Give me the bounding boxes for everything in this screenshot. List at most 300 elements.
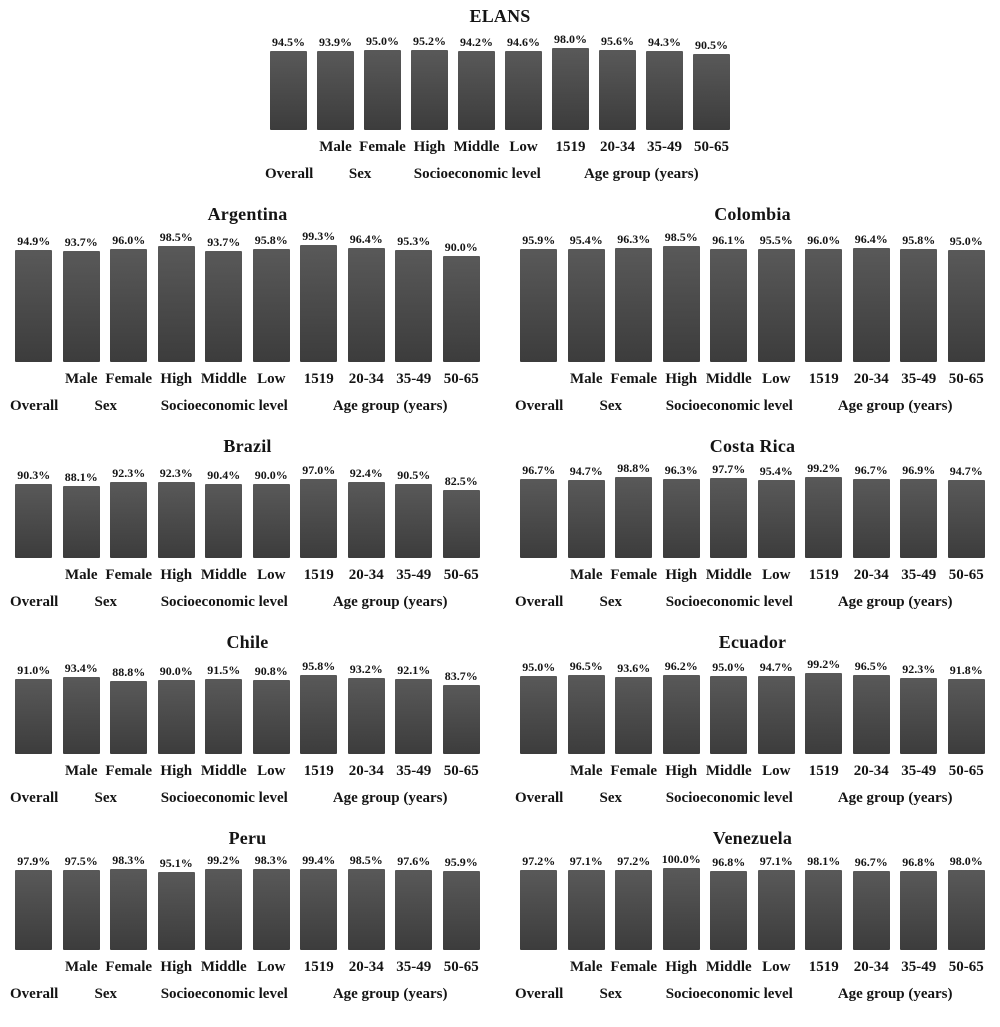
axis-tick-label-20-34: 20-34 bbox=[853, 959, 889, 975]
axis-tick-blank bbox=[515, 763, 563, 780]
chart-panel-ecuador bbox=[515, 632, 990, 807]
axis-group-label-socioeconomic-level: Socioeconomic level bbox=[160, 790, 288, 806]
axis-tick-blank bbox=[10, 567, 58, 584]
bar-value-label: 83.7% bbox=[444, 669, 478, 684]
bar-column-female bbox=[105, 665, 153, 754]
axis-group-label-sex: Sex bbox=[94, 594, 117, 610]
bar-female bbox=[615, 677, 652, 754]
bar-overall bbox=[520, 870, 557, 950]
bar-column-low bbox=[500, 35, 547, 131]
bar-value-label: 88.8% bbox=[112, 665, 146, 680]
bar-male bbox=[317, 51, 354, 130]
bar-value-label: 95.8% bbox=[902, 233, 936, 247]
axis-tick-row bbox=[10, 763, 485, 780]
bar-value-label: 97.1% bbox=[759, 854, 793, 869]
bar-column-male bbox=[58, 661, 106, 754]
bar-50-65 bbox=[443, 490, 480, 558]
bar-column-20-34 bbox=[343, 232, 391, 362]
axis-tick-label-low: Low bbox=[762, 959, 791, 975]
bar-value-label: 91.0% bbox=[17, 663, 51, 678]
bar-value-label: 95.1% bbox=[159, 856, 193, 870]
bar-35-49 bbox=[395, 484, 432, 558]
bar-value-label: 97.0% bbox=[302, 462, 336, 477]
bar-50-65 bbox=[948, 679, 985, 754]
chart-panel-chile bbox=[10, 632, 485, 807]
bar-value-label: 97.7% bbox=[712, 461, 746, 476]
bar-high bbox=[663, 479, 700, 558]
bar-column-20-34 bbox=[848, 232, 896, 362]
bar-column-35-49 bbox=[390, 468, 438, 558]
bar-value-label: 99.4% bbox=[302, 852, 336, 867]
bar-value-label: 92.3% bbox=[159, 466, 193, 481]
bars-area bbox=[515, 654, 990, 754]
row-elans bbox=[0, 6, 1000, 183]
bar-male bbox=[63, 677, 100, 754]
bar-column-overall bbox=[515, 233, 563, 362]
axis-tick-label-50-65: 50-65 bbox=[443, 959, 479, 975]
bar-20-34 bbox=[599, 50, 636, 130]
bar-middle bbox=[205, 251, 242, 362]
bar-male bbox=[568, 870, 605, 950]
axis-group-row bbox=[265, 166, 735, 183]
bar-column-20-34 bbox=[343, 853, 391, 950]
bar-column-female bbox=[359, 34, 406, 130]
chart-panel-colombia bbox=[515, 204, 990, 415]
axis-tick-label-female: Female bbox=[105, 959, 153, 975]
axis-group-label-socioeconomic-level: Socioeconomic level bbox=[160, 398, 288, 414]
bar-column-female bbox=[610, 461, 658, 558]
bar-column-overall bbox=[10, 468, 58, 558]
bar-column-low bbox=[753, 854, 801, 950]
bar-column-1519 bbox=[800, 233, 848, 362]
bar-high bbox=[158, 872, 195, 950]
axis-tick-label-high: High bbox=[665, 959, 698, 975]
axis-group-label-sex: Sex bbox=[599, 986, 622, 1002]
bar-column-high bbox=[153, 230, 201, 362]
chart-title: Argentina bbox=[207, 204, 288, 224]
bar-value-label: 97.2% bbox=[522, 854, 556, 869]
bar-value-label: 96.5% bbox=[854, 658, 888, 673]
bar-value-label: 97.2% bbox=[617, 854, 651, 869]
bar-1519 bbox=[805, 673, 842, 754]
bar-male bbox=[568, 675, 605, 754]
bar-column-35-49 bbox=[895, 463, 943, 559]
bar-value-label: 93.7% bbox=[207, 235, 241, 250]
axis-group-label-age-group-years: Age group (years) bbox=[332, 398, 448, 414]
chart-panel-peru bbox=[10, 828, 485, 1003]
chart-title: Costa Rica bbox=[709, 436, 796, 456]
bar-low bbox=[253, 869, 290, 950]
axis-tick-label-high: High bbox=[665, 567, 698, 583]
bar-female bbox=[110, 869, 147, 950]
axis-tick-row bbox=[10, 959, 485, 976]
axis-tick-label-50-65: 50-65 bbox=[948, 763, 984, 779]
axis-tick-label-female: Female bbox=[610, 371, 658, 387]
bar-column-50-65 bbox=[438, 474, 486, 558]
chart-panel-brazil bbox=[10, 436, 485, 611]
bar-value-label: 90.0% bbox=[159, 664, 193, 679]
bar-column-1519 bbox=[800, 461, 848, 558]
bar-value-label: 96.4% bbox=[854, 232, 888, 247]
axis-group-row bbox=[10, 790, 485, 807]
bar-value-label: 95.6% bbox=[601, 33, 634, 48]
bar-column-overall bbox=[10, 854, 58, 950]
bar-35-49 bbox=[900, 678, 937, 754]
bar-50-65 bbox=[443, 685, 480, 754]
bar-middle bbox=[710, 871, 747, 950]
bar-column-overall bbox=[515, 463, 563, 558]
bar-female bbox=[615, 870, 652, 950]
bar-value-label: 96.3% bbox=[664, 463, 698, 477]
axis-group-label-sex: Sex bbox=[94, 398, 117, 414]
bar-value-label: 98.5% bbox=[664, 229, 698, 244]
axis-tick-label-low: Low bbox=[257, 959, 286, 975]
bar-50-65 bbox=[693, 54, 730, 130]
bar-value-label: 90.5% bbox=[695, 38, 728, 52]
bar-value-label: 98.5% bbox=[159, 229, 193, 244]
axis-tick-label-male: Male bbox=[65, 959, 98, 975]
bar-value-label: 93.7% bbox=[64, 235, 98, 250]
bar-value-label: 94.9% bbox=[17, 234, 51, 248]
bar-column-low bbox=[248, 664, 296, 755]
axis-group-label-overall: Overall bbox=[515, 790, 564, 806]
bar-low bbox=[253, 249, 290, 362]
axis-tick-label-35-49: 35-49 bbox=[396, 763, 432, 779]
bar-50-65 bbox=[443, 871, 480, 950]
axis-group-label-sex: Sex bbox=[599, 594, 622, 610]
bar-20-34 bbox=[348, 678, 385, 754]
axis-group-label-sex: Sex bbox=[94, 790, 117, 806]
bar-35-49 bbox=[646, 51, 683, 130]
row-brazil-costa-rica bbox=[0, 436, 1000, 611]
bar-value-label: 95.8% bbox=[302, 659, 336, 674]
bar-value-label: 95.5% bbox=[759, 233, 793, 248]
axis-tick-label-20-34: 20-34 bbox=[853, 567, 889, 583]
bar-column-low bbox=[248, 853, 296, 950]
bar-value-label: 82.5% bbox=[444, 474, 478, 489]
bar-column-overall bbox=[265, 35, 312, 130]
chart-title: Chile bbox=[226, 632, 269, 652]
bar-1519 bbox=[805, 477, 842, 558]
row-chile-ecuador bbox=[0, 632, 1000, 807]
bar-overall bbox=[15, 870, 52, 950]
axis-tick-label-male: Male bbox=[570, 371, 603, 387]
axis-group-row bbox=[10, 398, 485, 415]
bar-35-49 bbox=[900, 871, 937, 950]
bar-column-overall bbox=[515, 854, 563, 950]
bars-area bbox=[10, 654, 485, 754]
axis-group-label-age-group-years: Age group (years) bbox=[837, 986, 953, 1002]
axis-tick-blank bbox=[10, 959, 58, 976]
axis-group-label-sex: Sex bbox=[599, 398, 622, 414]
bar-value-label: 97.5% bbox=[64, 854, 98, 868]
bar-overall bbox=[520, 249, 557, 362]
axis-tick-row bbox=[515, 763, 990, 780]
axis-group-label-overall: Overall bbox=[10, 986, 59, 1002]
bar-value-label: 99.2% bbox=[807, 460, 841, 475]
bar-column-overall bbox=[10, 663, 58, 754]
axis-group-row bbox=[515, 790, 990, 807]
bar-value-label: 88.1% bbox=[64, 469, 98, 484]
bar-low bbox=[253, 484, 290, 558]
axis-tick-label-low: Low bbox=[257, 567, 286, 583]
bar-value-label: 98.3% bbox=[254, 853, 288, 868]
axis-tick-label-50-65: 50-65 bbox=[948, 959, 984, 975]
bar-20-34 bbox=[853, 479, 890, 558]
chart-panel-venezuela bbox=[515, 828, 990, 1003]
axis-tick-label-20-34: 20-34 bbox=[600, 139, 635, 155]
bar-value-label: 96.0% bbox=[807, 232, 841, 247]
bar-overall bbox=[15, 250, 52, 362]
bars-area bbox=[10, 458, 485, 558]
bar-value-label: 96.3% bbox=[617, 232, 651, 247]
bar-20-34 bbox=[853, 675, 890, 754]
bar-value-label: 94.7% bbox=[949, 464, 983, 479]
bar-column-female bbox=[610, 232, 658, 362]
axis-tick-label-high: High bbox=[413, 139, 446, 155]
axis-tick-label-male: Male bbox=[319, 139, 352, 155]
bar-column-male bbox=[312, 35, 359, 130]
axis-tick-label-20-34: 20-34 bbox=[348, 959, 384, 975]
bar-20-34 bbox=[348, 869, 385, 950]
bar-value-label: 96.7% bbox=[854, 854, 888, 869]
axis-tick-label-1519: 1519 bbox=[303, 371, 334, 387]
bar-column-low bbox=[248, 233, 296, 362]
axis-tick-label-low: Low bbox=[762, 567, 791, 583]
axis-tick-blank bbox=[515, 371, 563, 388]
axis-group-label-sex: Sex bbox=[94, 986, 117, 1002]
axis-tick-label-low: Low bbox=[257, 763, 286, 779]
bar-value-label: 96.0% bbox=[112, 232, 146, 247]
bar-middle bbox=[710, 478, 747, 558]
bar-middle bbox=[205, 679, 242, 754]
bar-column-35-49 bbox=[641, 35, 688, 130]
bar-value-label: 90.5% bbox=[397, 467, 431, 482]
axis-tick-label-1519: 1519 bbox=[808, 371, 839, 387]
row-peru-venezuela bbox=[0, 828, 1000, 1003]
bar-overall bbox=[15, 484, 52, 558]
axis-tick-label-high: High bbox=[665, 371, 698, 387]
bar-male bbox=[63, 251, 100, 362]
axis-tick-row bbox=[515, 959, 990, 976]
axis-tick-label-35-49: 35-49 bbox=[901, 567, 937, 583]
axis-tick-label-50-65: 50-65 bbox=[443, 567, 479, 583]
bar-value-label: 95.0% bbox=[712, 660, 746, 675]
bar-column-male bbox=[58, 235, 106, 362]
axis-tick-label-high: High bbox=[160, 959, 193, 975]
bar-1519 bbox=[300, 675, 337, 754]
bar-column-35-49 bbox=[895, 662, 943, 754]
axis-tick-label-male: Male bbox=[65, 763, 98, 779]
bar-column-20-34 bbox=[343, 662, 391, 754]
axis-tick-label-50-65: 50-65 bbox=[694, 139, 729, 155]
bar-value-label: 95.9% bbox=[444, 855, 478, 870]
axis-tick-label-35-49: 35-49 bbox=[901, 959, 937, 975]
axis-tick-label-35-49: 35-49 bbox=[901, 763, 937, 779]
axis-tick-label-middle: Middle bbox=[453, 139, 500, 155]
axis-tick-label-middle: Middle bbox=[200, 567, 247, 583]
bar-value-label: 94.2% bbox=[460, 34, 493, 49]
bar-low bbox=[758, 249, 795, 362]
chart-panel-argentina bbox=[10, 204, 485, 415]
bar-value-label: 100.0% bbox=[661, 852, 701, 866]
bar-female bbox=[110, 482, 147, 558]
axis-group-row bbox=[10, 594, 485, 611]
bar-column-50-65 bbox=[688, 38, 735, 130]
axis-group-label-age-group-years: Age group (years) bbox=[332, 594, 448, 610]
bar-column-high bbox=[658, 463, 706, 558]
bar-value-label: 94.5% bbox=[272, 34, 305, 49]
bar-column-50-65 bbox=[943, 854, 991, 950]
bar-value-label: 98.1% bbox=[807, 853, 841, 868]
bar-column-high bbox=[153, 466, 201, 558]
bar-column-overall bbox=[10, 234, 58, 362]
bar-value-label: 98.0% bbox=[554, 31, 587, 46]
axis-group-label-age-group-years: Age group (years) bbox=[583, 166, 699, 182]
bar-1519 bbox=[300, 869, 337, 951]
bar-low bbox=[253, 680, 290, 755]
bar-high bbox=[663, 675, 700, 754]
axis-tick-label-1519: 1519 bbox=[808, 567, 839, 583]
bar-35-49 bbox=[900, 479, 937, 559]
axis-tick-label-1519: 1519 bbox=[808, 763, 839, 779]
axis-group-label-age-group-years: Age group (years) bbox=[837, 594, 953, 610]
axis-tick-label-1519: 1519 bbox=[303, 763, 334, 779]
bar-value-label: 94.7% bbox=[569, 464, 603, 479]
bar-value-label: 96.2% bbox=[664, 659, 698, 674]
axis-group-label-overall: Overall bbox=[10, 594, 59, 610]
chart-title: Colombia bbox=[714, 204, 791, 224]
bar-column-male bbox=[58, 854, 106, 950]
bar-1519 bbox=[300, 479, 337, 559]
axis-group-label-overall: Overall bbox=[515, 986, 564, 1002]
axis-tick-label-female: Female bbox=[610, 763, 658, 779]
bar-column-female bbox=[105, 466, 153, 558]
bar-35-49 bbox=[395, 679, 432, 755]
bar-value-label: 98.0% bbox=[949, 853, 983, 868]
bar-female bbox=[110, 249, 147, 362]
bar-female bbox=[110, 681, 147, 754]
bar-value-label: 96.4% bbox=[349, 232, 383, 247]
bar-value-label: 97.1% bbox=[569, 854, 603, 869]
bar-value-label: 94.6% bbox=[507, 34, 540, 49]
bar-column-middle bbox=[453, 35, 500, 130]
bar-male bbox=[63, 486, 100, 558]
axis-tick-label-high: High bbox=[160, 371, 193, 387]
axis-group-label-sex: Sex bbox=[599, 790, 622, 806]
bar-value-label: 95.3% bbox=[397, 233, 431, 248]
bar-column-35-49 bbox=[390, 854, 438, 950]
bar-value-label: 96.5% bbox=[569, 658, 603, 673]
axis-tick-label-50-65: 50-65 bbox=[948, 371, 984, 387]
axis-tick-row bbox=[10, 567, 485, 584]
bars-area bbox=[515, 226, 990, 362]
axis-tick-blank bbox=[515, 959, 563, 976]
axis-group-label-socioeconomic-level: Socioeconomic level bbox=[665, 398, 793, 414]
chart-title: Brazil bbox=[223, 436, 272, 456]
axis-tick-label-high: High bbox=[160, 567, 193, 583]
axis-group-label-overall: Overall bbox=[10, 398, 59, 414]
bar-column-low bbox=[753, 233, 801, 362]
bar-1519 bbox=[805, 870, 842, 950]
bar-column-high bbox=[406, 34, 453, 130]
bar-column-35-49 bbox=[895, 855, 943, 950]
bar-value-label: 95.2% bbox=[413, 34, 446, 48]
axis-group-label-age-group-years: Age group (years) bbox=[332, 986, 448, 1002]
axis-tick-label-male: Male bbox=[570, 567, 603, 583]
bar-value-label: 99.2% bbox=[207, 852, 241, 867]
axis-tick-label-high: High bbox=[160, 763, 193, 779]
axis-group-label-overall: Overall bbox=[515, 594, 564, 610]
bar-35-49 bbox=[395, 870, 432, 950]
bar-column-high bbox=[658, 230, 706, 362]
bar-value-label: 95.0% bbox=[949, 233, 983, 248]
bar-column-male bbox=[563, 854, 611, 950]
axis-tick-blank bbox=[515, 567, 563, 584]
bar-column-low bbox=[753, 464, 801, 558]
bar-middle bbox=[458, 51, 495, 130]
bar-value-label: 92.4% bbox=[349, 466, 383, 481]
bar-50-65 bbox=[948, 870, 985, 950]
bar-column-1519 bbox=[295, 463, 343, 559]
axis-group-label-age-group-years: Age group (years) bbox=[332, 790, 448, 806]
bar-low bbox=[505, 51, 542, 131]
bar-column-male bbox=[563, 659, 611, 754]
bar-male bbox=[63, 870, 100, 950]
bar-value-label: 93.9% bbox=[319, 35, 352, 50]
bar-value-label: 96.8% bbox=[712, 854, 746, 869]
row-argentina-colombia bbox=[0, 204, 1000, 415]
bar-50-65 bbox=[948, 250, 985, 362]
bar-column-1519 bbox=[547, 32, 594, 130]
bar-value-label: 90.3% bbox=[17, 468, 51, 482]
bar-male bbox=[568, 249, 605, 362]
bar-column-middle bbox=[200, 468, 248, 558]
bar-column-50-65 bbox=[943, 663, 991, 754]
bar-column-middle bbox=[705, 462, 753, 558]
axis-tick-row bbox=[10, 371, 485, 388]
axis-tick-label-middle: Middle bbox=[705, 763, 752, 779]
axis-tick-label-35-49: 35-49 bbox=[647, 139, 682, 155]
axis-tick-label-low: Low bbox=[762, 371, 791, 387]
bar-value-label: 97.6% bbox=[397, 854, 431, 868]
axis-tick-label-middle: Middle bbox=[705, 567, 752, 583]
bar-35-49 bbox=[900, 249, 937, 362]
axis-tick-label-35-49: 35-49 bbox=[396, 371, 432, 387]
bar-50-65 bbox=[948, 480, 985, 558]
bar-value-label: 97.9% bbox=[17, 853, 51, 868]
bar-column-middle bbox=[705, 660, 753, 754]
bar-1519 bbox=[300, 245, 337, 362]
bar-value-label: 96.9% bbox=[902, 462, 936, 477]
bar-column-middle bbox=[200, 853, 248, 950]
axis-group-row bbox=[10, 986, 485, 1003]
bar-value-label: 90.8% bbox=[254, 663, 288, 678]
bar-column-middle bbox=[200, 235, 248, 362]
bar-value-label: 99.3% bbox=[302, 228, 336, 243]
bar-column-1519 bbox=[295, 229, 343, 362]
bars-area bbox=[515, 458, 990, 558]
bar-overall bbox=[520, 479, 557, 558]
bar-value-label: 95.0% bbox=[366, 34, 399, 49]
bar-value-label: 93.4% bbox=[64, 661, 98, 676]
axis-tick-label-low: Low bbox=[509, 139, 538, 155]
bar-column-male bbox=[58, 470, 106, 558]
bar-value-label: 94.7% bbox=[759, 660, 793, 675]
axis-tick-label-male: Male bbox=[65, 567, 98, 583]
axis-tick-label-35-49: 35-49 bbox=[396, 959, 432, 975]
axis-group-label-overall: Overall bbox=[265, 166, 314, 182]
